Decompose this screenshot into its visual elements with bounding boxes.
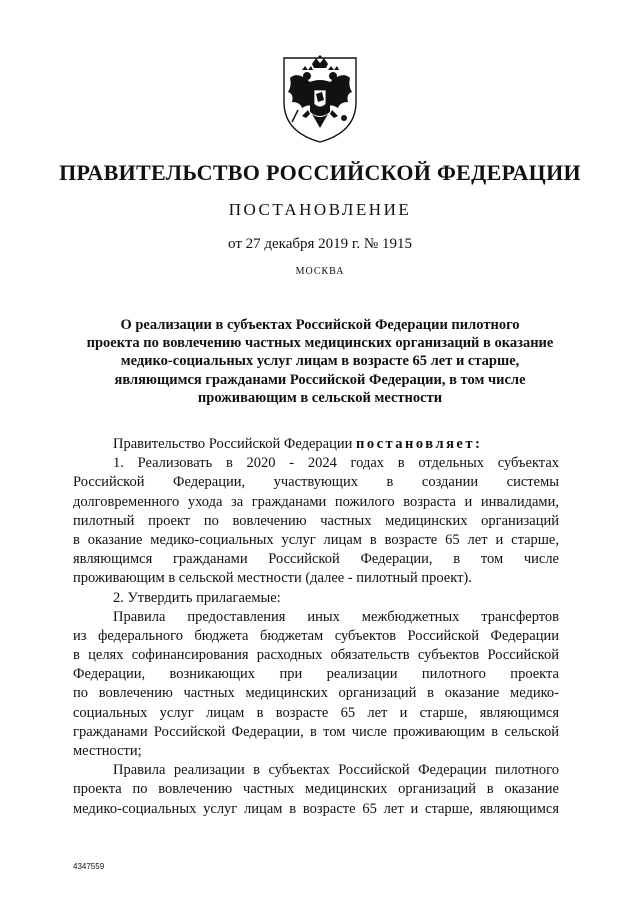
organization-name: ПРАВИТЕЛЬСТВО РОССИЙСКОЙ ФЕДЕРАЦИИ xyxy=(59,160,581,185)
body-line: по вовлечению частных медицинских организаций в оказание медико- xyxy=(73,685,559,702)
title-line: проживающим в сельской местности xyxy=(197,389,443,406)
title-line: медико-социальных услуг лицам в возрасте 65 лет и старше, xyxy=(120,353,520,370)
body-line: медико-социальных услуг лицам в возрасте 65 лет и старше, являющимся xyxy=(73,800,559,817)
body-line: в целях софинансирования расходных обязательств субъектов Российской xyxy=(73,647,559,664)
title-line: О реализации в субъектах Российской Федерации пилотного xyxy=(120,317,520,333)
body-line: проекта по вовлечению частных медицинских организаций в оказание xyxy=(73,781,559,798)
preamble-text: Правительство Российской Федерации xyxy=(113,436,356,452)
document-city: МОСКВА xyxy=(295,266,345,277)
body-line: являющимся гражданами Российской Федерации, в том числе xyxy=(73,551,559,568)
preamble-resolves: постановляет: xyxy=(355,436,483,452)
title-line: проекта по вовлечению частных медицинских организаций в оказание xyxy=(86,335,554,352)
body-line: 2. Утвердить прилагаемые: xyxy=(113,589,281,606)
body-line: Правила предоставления иных межбюджетных трансфертов xyxy=(113,608,559,625)
body-line: социальных услуг лицам в возрасте 65 лет и старше, являющимся xyxy=(73,704,559,721)
body-line: гражданами Российской Федерации, в том числе проживающим в сельской xyxy=(73,723,559,740)
body-line: проживающим в сельской местности (далее - пилотный проект). xyxy=(73,570,472,587)
body-line: из федерального бюджета бюджетам субъектов Российской Федерации xyxy=(73,627,559,644)
body-line: 1. Реализовать в 2020 - 2024 годах в отдельных субъектах xyxy=(113,455,559,472)
document-body xyxy=(73,435,559,819)
body-line: Российской Федерации, участвующих в создании системы xyxy=(73,474,559,491)
document-title xyxy=(80,316,560,407)
preamble xyxy=(73,435,559,454)
document-code: 4347559 xyxy=(73,862,105,871)
body-line: долговременного ухода за гражданами пожилого возраста и инвалидами, xyxy=(73,493,559,510)
body-line: местности; xyxy=(73,743,142,759)
body-line: в оказание медико-социальных услуг лицам в возрасте 65 лет и старше, xyxy=(73,531,559,548)
body-line: пилотный проект по вовлечению частных медицинских организаций xyxy=(73,512,559,529)
body-line: Федерации, возникающих при реализации пилотного проекта xyxy=(73,666,559,683)
body-line: Правила реализации в субъектах Российской Федерации пилотного xyxy=(113,762,559,779)
title-line: являющимся гражданами Российской Федерации, в том числе xyxy=(114,371,526,388)
document-type: ПОСТАНОВЛЕНИЕ xyxy=(228,200,412,219)
document-date-number: от 27 декабря 2019 г. № 1915 xyxy=(228,236,412,252)
coat-of-arms-icon xyxy=(272,50,368,146)
